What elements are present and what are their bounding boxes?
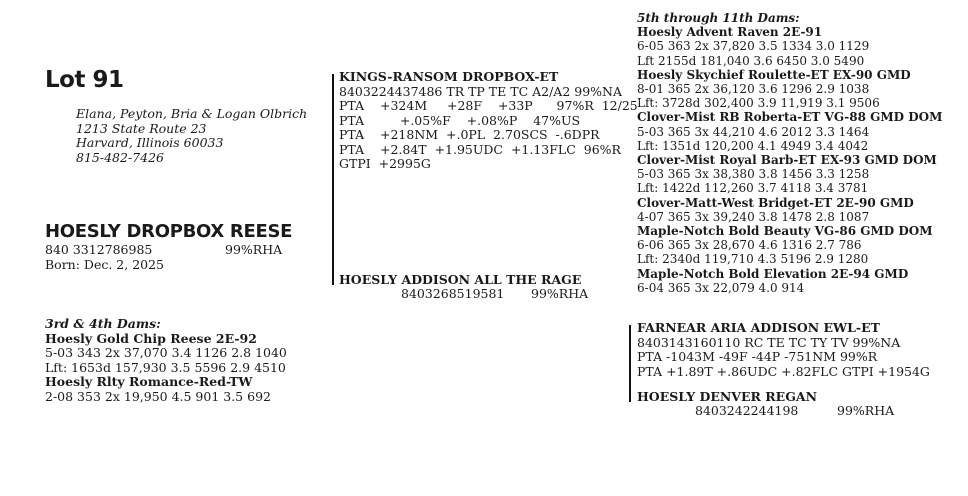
dam-record: 6-04 365 3x 22,079 4.0 914 bbox=[637, 280, 805, 295]
dams-5-11-section bbox=[637, 11, 942, 295]
dam-name: HOESLY ADDISON ALL THE RAGE bbox=[339, 272, 582, 287]
dam-name: Hoesly Skychief Roulette-ET EX-90 GMD bbox=[637, 67, 911, 82]
dam-lifetime: Lft: 1351d 120,200 4.1 4949 3.4 4042 bbox=[637, 138, 869, 153]
dam-lifetime: Lft 2155d 181,040 3.6 6450 3.0 5490 bbox=[637, 53, 865, 68]
sire-name: KINGS-RANSOM DROPBOX-ET bbox=[339, 69, 559, 84]
consignor-line: 815-482-7426 bbox=[76, 149, 164, 165]
dam-lifetime: Lft: 3728d 302,400 3.9 11,919 3.1 9506 bbox=[637, 96, 880, 111]
sire-info-line: PTA +324M +28F +33P 97%R 12/25 bbox=[339, 98, 638, 113]
dam-name: Clover-Matt-West Bridget-ET 2E-90 GMD bbox=[637, 195, 914, 210]
dam-record: 6-05 363 2x 37,820 3.5 1334 3.0 1129 bbox=[637, 39, 870, 54]
dam-name: Clover-Mist Royal Barb-ET EX-93 GMD DOM bbox=[637, 153, 937, 168]
consignor-line: Elana, Peyton, Bria & Logan Olbrich bbox=[76, 106, 308, 121]
consignor-line: 1213 State Route 23 bbox=[76, 120, 207, 136]
dam-record: 4-07 365 3x 39,240 3.8 1478 2.8 1087 bbox=[637, 209, 870, 224]
dam-lifetime: Lft: 2340d 119,710 4.3 5196 2.9 1280 bbox=[637, 252, 869, 267]
animal-registration: 840 3312786985 bbox=[45, 242, 153, 257]
sire-info-line: PTA +218NM +.0PL 2.70SCS -.6DPR bbox=[339, 127, 600, 142]
maternal-grandsire-info-line: PTA -1043M -49F -44P -751NM 99%R bbox=[637, 349, 878, 364]
sire-block bbox=[339, 70, 638, 172]
dams-3-4-heading: 3rd & 4th Dams: bbox=[45, 316, 161, 331]
consignor-address bbox=[76, 107, 307, 165]
dam-record: 5-03 365 3x 38,380 3.8 1456 3.3 1258 bbox=[637, 167, 870, 182]
dam-name: Hoesly Rlty Romance-Red-TW bbox=[45, 374, 253, 389]
dam-lifetime: Lft: 1422d 112,260 3.7 4118 3.4 3781 bbox=[637, 181, 869, 196]
dam-name: Clover-Mist RB Roberta-ET VG-88 GMD DOM bbox=[637, 110, 943, 125]
pedigree-bracket-line bbox=[332, 74, 334, 285]
sire-info-line: 8403224437486 TR TP TE TC A2/A2 99%NA bbox=[339, 83, 623, 99]
dam-name: Hoesly Gold Chip Reese 2E-92 bbox=[45, 330, 257, 346]
maternal-granddam-rha: 99%RHA bbox=[837, 403, 895, 418]
sire-info-line: PTA +2.84T +1.95UDC +1.13FLC 96%R bbox=[339, 141, 621, 157]
sire-info-line: PTA +.05%F +.08%P 47%US bbox=[339, 112, 581, 128]
animal-rha: 99%RHA bbox=[225, 242, 283, 257]
sire-info-line: GTPI +2995G bbox=[339, 156, 431, 171]
dam-name: Maple-Notch Bold Beauty VG-86 GMD DOM bbox=[637, 224, 933, 239]
maternal-grandsire-info-line: 8403143160110 RC TE TC TY TV 99%NA bbox=[637, 334, 901, 350]
dam-record: 8-01 365 2x 36,120 3.6 1296 2.9 1038 bbox=[637, 82, 870, 97]
maternal-grandsire-info-line: PTA +1.89T +.86UDC +.82FLC GTPI +1954G bbox=[637, 363, 930, 379]
maternal-grandsire-block bbox=[637, 321, 930, 379]
dam-lifetime: Lft: 1653d 157,930 3.5 5596 2.9 4510 bbox=[45, 359, 286, 375]
dam-record: 6-06 365 3x 28,670 4.6 1316 2.7 786 bbox=[637, 238, 862, 253]
maternal-granddam-name: HOESLY DENVER REGAN bbox=[637, 389, 817, 404]
dam-name: Maple-Notch Bold Elevation 2E-94 GMD bbox=[637, 266, 909, 281]
dam-record: 5-03 343 2x 37,070 3.4 1126 2.8 1040 bbox=[45, 345, 287, 360]
dam-name: Hoesly Advent Raven 2E-91 bbox=[637, 25, 823, 40]
consignor-line: Harvard, Illinois 60033 bbox=[76, 135, 224, 150]
maternal-granddam-registration: 8403242244198 bbox=[695, 403, 799, 418]
dams-3-4-section bbox=[45, 317, 287, 404]
dam-record: 5-03 365 3x 44,210 4.6 2012 3.3 1464 bbox=[637, 124, 870, 139]
maternal-bracket-line bbox=[629, 325, 631, 402]
lot-title: Lot 91 bbox=[45, 67, 124, 93]
dam-record: 2-08 353 2x 19,950 4.5 901 3.5 692 bbox=[45, 388, 271, 404]
dam-registration: 8403268519581 bbox=[401, 286, 505, 301]
animal-birthdate: Born: Dec. 2, 2025 bbox=[45, 257, 165, 272]
maternal-grandsire-name: FARNEAR ARIA ADDISON EWL-ET bbox=[637, 320, 880, 335]
animal-name: HOESLY DROPBOX REESE bbox=[45, 221, 293, 242]
dam-rha: 99%RHA bbox=[531, 286, 589, 301]
dams-5-11-heading: 5th through 11th Dams: bbox=[637, 11, 800, 25]
